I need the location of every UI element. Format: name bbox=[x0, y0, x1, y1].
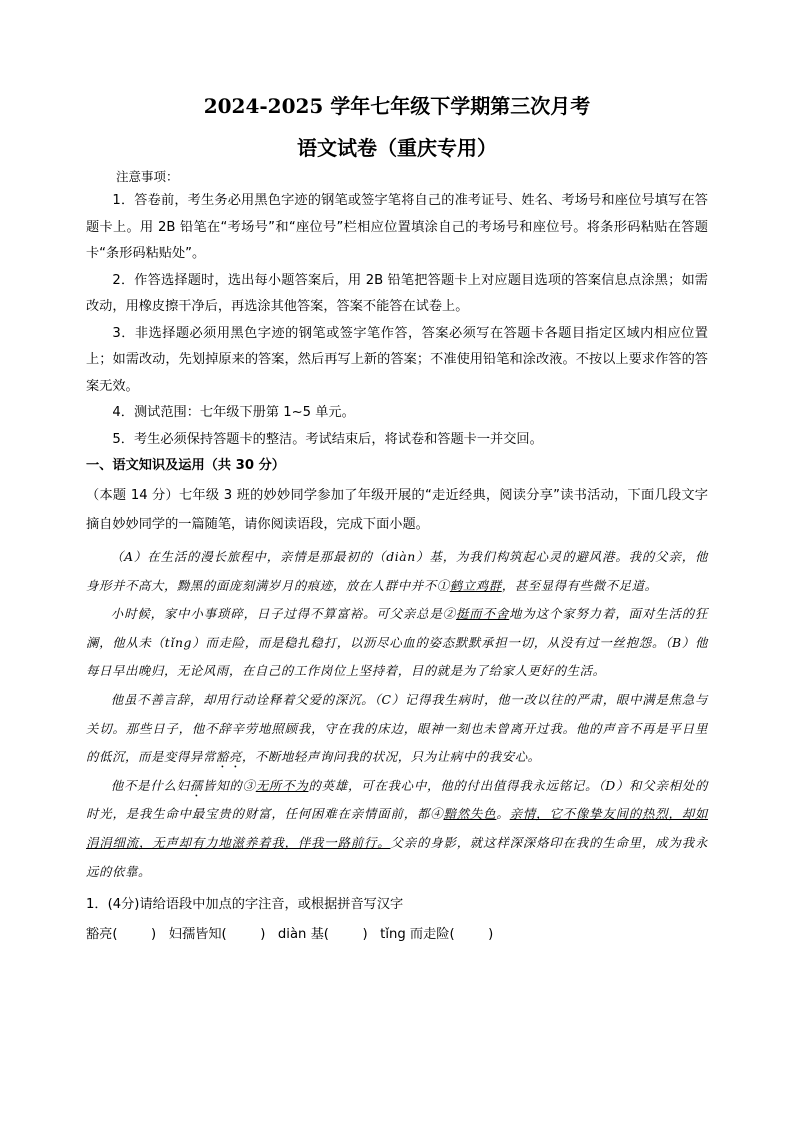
circled-number: ① bbox=[436, 577, 450, 593]
underlined-phrase: 挺而不舍 bbox=[456, 606, 510, 622]
text-run: 父亲的身影，就这样深深烙印在我的生命里，成为我永远的依靠。 bbox=[86, 834, 708, 879]
notes-list bbox=[86, 188, 708, 453]
answer-blanks[interactable]: 豁亮( ) 妇孺皆知( ) diàn 基( ) tǐng 而走险( ) bbox=[86, 927, 494, 943]
text-run: 小时候，家中小事琐碎，日子过得不算富裕。可父亲总是 bbox=[110, 606, 443, 622]
essay-paragraph bbox=[86, 686, 708, 772]
circled-number: ③ bbox=[242, 777, 256, 793]
note-item: 5．考生必须保持答题卡的整洁。考试结束后，将试卷和答题卡一并交回。 bbox=[112, 431, 543, 447]
text-run: ，不断地轻声询问我的状况，只为让病中的我安心。 bbox=[241, 749, 541, 765]
dotted-characters: 孺 bbox=[189, 777, 204, 793]
exam-title: 2024-2025 学年七年级下学期第三次月考 bbox=[203, 94, 591, 118]
note-item: 2．作答选择题时，选出每小题答案后，用 2B 铅笔把答题卡上对应题目选项的答案信息点涂黑；如需改动，用橡皮擦干净后，再选涂其他答案，答案不能答在试卷上。 bbox=[86, 272, 708, 314]
text-run: 他虽不善言辞，却用行动诠释着父爱的深沉。（C）记得我生病时，他一改以往的严肃，眼中满是焦急与关切。那些日子，他不辞辛劳地照顾我，守在我的床边，眼神一刻也未曾离开过我。他的声音不再是平日里的低沉，而是变得异常 bbox=[86, 691, 708, 765]
text-run: ，甚至显得有些微不足道。 bbox=[501, 577, 658, 593]
essay-paragraph bbox=[86, 772, 708, 886]
underlined-phrase: 无所不为 bbox=[255, 777, 309, 793]
text-run: 地为这个家努力着，面对生活的狂澜，他从未（tǐng）而走险，而是稳扎稳打，以沥尽心血的姿态默默承担一切，从没有过一丝抱怨。（B）他每日早出晚归，无论风雨，在自己的工作岗位上坚持着，目的就是为了给家人更好的生活。 bbox=[86, 606, 708, 679]
underlined-sentence: 亲情，它不像挚友间的热烈，却如涓涓细流，无声却有力地滋养着我，伴我一路前行。 bbox=[86, 806, 709, 850]
circled-number: ② bbox=[442, 606, 457, 622]
dotted-characters: 豁亮 bbox=[215, 749, 242, 765]
notes-heading: 注意事项： bbox=[116, 169, 179, 184]
note-item: 3．非选择题必须用黑色字迹的钢笔或签字笔作答，答案必须写在答题卡各题目指定区域内相应位置上；如需改动，先划掉原来的答案，然后再写上新的答案；不准使用铅笔和涂改液。不按以上要求作答的答案无效。 bbox=[86, 325, 708, 394]
text-run: 皆知的 bbox=[203, 777, 243, 793]
text-run: 的英雄，可在我心中，他的付出值得我永远铭记。（D）和父亲相处的时光，是我生命中最宝贵的财富，任何困难在亲情面前，都 bbox=[86, 777, 708, 822]
text-run: 他不是什么妇 bbox=[110, 777, 190, 793]
note-item: 1．答卷前，考生务必用黑色字迹的钢笔或签字笔将自己的准考证号、姓名、考场号和座位号填写在答题卡上。用 2B 铅笔在“考场号”和“座位号”栏相应位置填涂自己的考场号和座位号。将条形码粘贴在答题卡“条形码粘贴处”。 bbox=[86, 193, 708, 261]
text-run: 。 bbox=[496, 806, 510, 822]
section-heading: 一、语文知识及运用（共 30 分） bbox=[86, 458, 285, 473]
essay-paragraph bbox=[86, 543, 708, 600]
underlined-phrase: 黯然失色 bbox=[443, 806, 497, 822]
exam-subtitle: 语文试卷（重庆专用） bbox=[297, 136, 497, 160]
section-intro: （本题 14 分）七年级 3 班的妙妙同学参加了年级开展的“走近经典，阅读分享”读书活动，下面几段文字摘自妙妙同学的一篇随笔，请你阅读语段，完成下面小题。 bbox=[86, 488, 708, 532]
essay-paragraph bbox=[86, 600, 708, 686]
note-item: 4．测试范围：七年级下册第 1~5 单元。 bbox=[112, 405, 355, 420]
circled-number: ④ bbox=[430, 806, 444, 822]
essay-passage bbox=[86, 543, 708, 886]
question-stem: 1．(4分)请给语段中加点的字注音，或根据拼音写汉字 bbox=[86, 897, 404, 913]
underlined-phrase: 鹤立鸡群 bbox=[449, 577, 502, 593]
text-run: （A）在生活的漫长旅程中，亲情是那最初的（diàn）基，为我们构筑起心灵的避风港。我的父亲，他身形并不高大，黝黑的面庞刻满岁月的痕迹，放在人群中并不 bbox=[86, 549, 708, 593]
